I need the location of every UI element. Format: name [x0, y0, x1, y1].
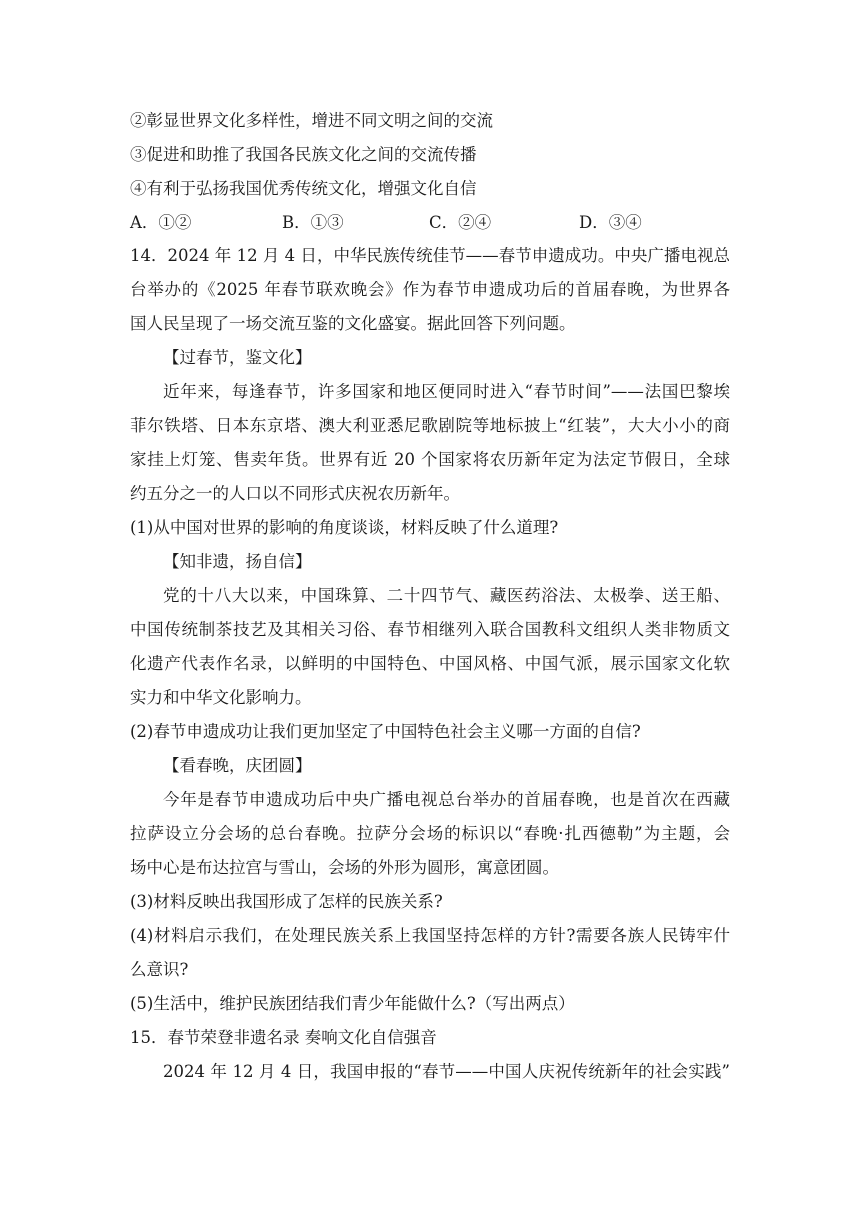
sub-question: 么意识?: [130, 960, 189, 979]
material-line: 菲尔铁塔、日本东京塔、澳大利亚悉尼歌剧院等地标披上“红装”，大大小小的商: [130, 416, 730, 435]
option-d: D．③④: [579, 213, 642, 232]
material-line: 中国传统制茶技艺及其相关习俗、春节相继列入联合国教科文组织人类非物质文: [130, 620, 730, 639]
sub-question: (5)生活中，维护民族团结我们青少年能做什么?（写出两点）: [130, 994, 575, 1013]
section-heading: 【看春晚，庆团圆】: [163, 756, 312, 775]
statement-3: ③促进和助推了我国各民族文化之间的交流传播: [130, 145, 477, 164]
material-line: 实力和中华文化影响力。: [130, 688, 312, 707]
material-line: 约五分之一的人口以不同形式庆祝农历新年。: [130, 484, 460, 503]
sub-question: (1)从中国对世界的影响的角度谈谈，材料反映了什么道理?: [130, 518, 559, 537]
material-line: 党的十八大以来，中国珠算、二十四节气、藏医药浴法、太极拳、送王船、: [163, 586, 730, 605]
option-a: A．①②: [130, 213, 192, 232]
statement-2: ②彰显世界文化多样性，增进不同文明之间的交流: [130, 111, 493, 130]
option-b: B．①③: [282, 213, 344, 232]
answer-options: [130, 212, 730, 234]
material-line: 近年来，每逢春节，许多国家和地区便同时进入“春节时间”——法国巴黎埃: [163, 382, 730, 401]
q14-intro-line: 14．2024 年 12 月 4 日，中华民族传统佳节——春节申遗成功。中央广播电视总: [130, 246, 730, 265]
sub-question: (3)材料反映出我国形成了怎样的民族关系?: [130, 892, 443, 911]
material-line: 今年是春节申遗成功后中央广播电视总台举办的首届春晚，也是首次在西藏: [163, 790, 730, 809]
q15-text: 2024 年 12 月 4 日，我国申报的“春节——中国人庆祝传统新年的社会实践”: [163, 1062, 730, 1081]
statement-4: ④有利于弘扬我国优秀传统文化，增强文化自信: [130, 179, 477, 198]
material-line: 家挂上灯笼、售卖年货。世界有近 20 个国家将农历新年定为法定节假日，全球: [130, 450, 730, 469]
material-line: 拉萨设立分会场的总台春晚。拉萨分会场的标识以“春晚·扎西德勒”为主题，会: [130, 824, 730, 843]
sub-question: (4)材料启示我们，在处理民族关系上我国坚持怎样的方针?需要各族人民铸牢什: [130, 926, 730, 945]
q15-title: 15．春节荣登非遗名录 奏响文化自信强音: [130, 1028, 437, 1047]
section-heading: 【过春节，鉴文化】: [163, 348, 312, 367]
option-c: C．②④: [429, 213, 492, 232]
sub-question: (2)春节申遗成功让我们更加坚定了中国特色社会主义哪一方面的自信?: [130, 722, 641, 741]
section-heading: 【知非遗，扬自信】: [163, 552, 312, 571]
q14-intro-line: 台举办的《2025 年春节联欢晚会》作为春节申遗成功后的首届春晚，为世界各: [130, 280, 730, 299]
material-line: 场中心是布达拉宫与雪山，会场的外形为圆形，寓意团圆。: [130, 858, 559, 877]
q14-intro-line: 国人民呈现了一场交流互鉴的文化盛宴。据此回答下列问题。: [130, 314, 576, 333]
material-line: 化遗产代表作名录，以鲜明的中国特色、中国风格、中国气派，展示国家文化软: [130, 654, 730, 673]
